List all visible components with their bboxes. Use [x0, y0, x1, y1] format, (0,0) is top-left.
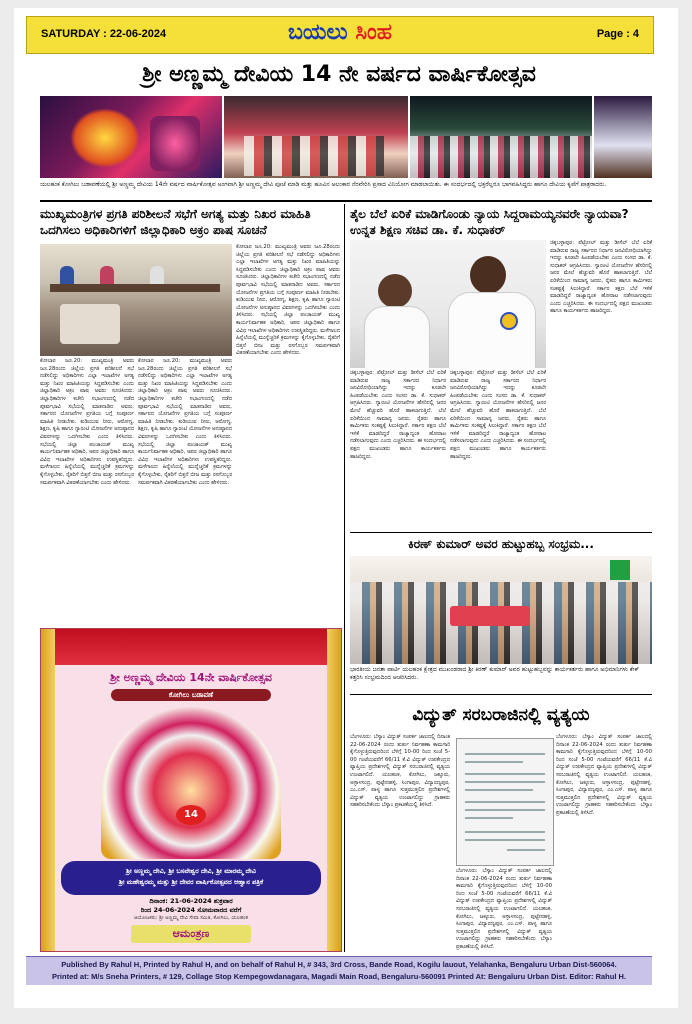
- newspaper-title: [27, 20, 653, 45]
- title-part-2: ಸಿಂಹ: [355, 20, 393, 45]
- right-article-body-c: ಚಿಕ್ಕಬಳ್ಳಾಪುರ: ಪೆಟ್ರೋಲ್ ಮತ್ತು ಡೀಸೆಲ್ ಬೆಲೆ ಏರಿಕೆ ಮಾಡಿರುವ ರಾಜ್ಯ ಸರ್ಕಾರದ ನಿರ್ಧಾರ ಜನವಿರೋಧಿಯಾಗಿದ್ದು ಇದನ್ನು ಕೂಡಲೇ ಹಿಂಪಡೆಯಬೇಕು ಎಂದು ಸಂಸದ ಡಾ. ಕೆ. ಸುಧಾಕರ್ ಆಗ್ರಹಿಸಿದರು. ಗ್ಯಾರಂಟಿ ಯೋಜನೆಗಳ ಹೆಸರಿನಲ್ಲಿ ಜನರ ಮೇಲೆ ಹೆಚ್ಚುವರಿ ಹೊರೆ ಹಾಕಲಾಗುತ್ತಿದೆ. ಬೆಲೆ ಏರಿಕೆಯಿಂದ ಸಾಮಾನ್ಯ ಜನರು, ರೈತರು ಹಾಗೂ ಕಾರ್ಮಿಕರು ಸಂಕಷ್ಟಕ್ಕೆ ಸಿಲುಕಿದ್ದಾರೆ. ಸರ್ಕಾರ ತಕ್ಷಣ ಬೆಲೆ ಇಳಿಕೆ ಮಾಡದಿದ್ದರೆ ರಾಜ್ಯಾದ್ಯಂತ ಹೋರಾಟ ನಡೆಸಲಾಗುವುದು ಎಂದು ಎಚ್ಚರಿಸಿದರು. ಈ ಸಂದರ್ಭದಲ್ಲಿ ಪಕ್ಷದ ಮುಖಂಡರು ಹಾಗೂ ಕಾರ್ಯಕರ್ತರು ಹಾಜರಿದ್ದರು.: [550, 240, 652, 315]
- ad-dates-line-2: ರಿಂದ 24-06-2024 ಸೋಮವಾರದ ವರೆಗೆ: [140, 906, 242, 914]
- title-part-1: ಬಯಲು: [287, 20, 348, 45]
- temple-photo-2: [224, 96, 408, 178]
- power-headline: ವಿದ್ಯುತ್ ಸರಬರಾಜಿನಲ್ಲಿ ವ್ಯತ್ಯಯ: [412, 705, 590, 725]
- right-article-body-b: ಚಿಕ್ಕಬಳ್ಳಾಪುರ: ಪೆಟ್ರೋಲ್ ಮತ್ತು ಡೀಸೆಲ್ ಬೆಲೆ ಏರಿಕೆ ಮಾಡಿರುವ ರಾಜ್ಯ ಸರ್ಕಾರದ ನಿರ್ಧಾರ ಜನವಿರೋಧಿಯಾಗಿದ್ದು ಇದನ್ನು ಕೂಡಲೇ ಹಿಂಪಡೆಯಬೇಕು ಎಂದು ಸಂಸದ ಡಾ. ಕೆ. ಸುಧಾಕರ್ ಆಗ್ರಹಿಸಿದರು. ಗ್ಯಾರಂಟಿ ಯೋಜನೆಗಳ ಹೆಸರಿನಲ್ಲಿ ಜನರ ಮೇಲೆ ಹೆಚ್ಚುವರಿ ಹೊರೆ ಹಾಕಲಾಗುತ್ತಿದೆ. ಬೆಲೆ ಏರಿಕೆಯಿಂದ ಸಾಮಾನ್ಯ ಜನರು, ರೈತರು ಹಾಗೂ ಕಾರ್ಮಿಕರು ಸಂಕಷ್ಟಕ್ಕೆ ಸಿಲುಕಿದ್ದಾರೆ. ಸರ್ಕಾರ ತಕ್ಷಣ ಬೆಲೆ ಇಳಿಕೆ ಮಾಡದಿದ್ದರೆ ರಾಜ್ಯಾದ್ಯಂತ ಹೋರಾಟ ನಡೆಸಲಾಗುವುದು ಎಂದು ಎಚ್ಚರಿಸಿದರು. ಈ ಸಂದರ್ಭದಲ್ಲಿ ಪಕ್ಷದ ಮುಖಂಡರು ಹಾಗೂ ಕಾರ್ಯಕರ್ತರು ಹಾಜರಿದ್ದರು.: [450, 370, 546, 460]
- left-article-headline: ಮುಖ್ಯಮಂತ್ರಿಗಳ ಪ್ರಗತಿ ಪರಿಶೀಲನೆ ಸಭೆಗೆ ಅಗತ್ಯ ಮತ್ತು ನಿಖರ ಮಾಹಿತಿ ಒದಗಿಸಲು ಅಧಿಕಾರಿಗಳಿಗೆ ಜಿಲ್ಲಾಧಿಕಾರಿ ಅಕ್ರಂ ಪಾಷ ಸೂಚನೆ: [40, 207, 311, 237]
- imprint-footer: [26, 956, 652, 985]
- ad-banner-line-2: ಶ್ರೀ ಮಹೇಶ್ವರಮ್ಮ ಮತ್ತು ಶ್ರೀ ದೇವರ ವಾರ್ಷಿಕೋತ್ಸವದ ಆಹ್ವಾನ ಪತ್ರಿಕೆ: [118, 878, 264, 886]
- ad-invitation: ಆಮಂತ್ರಣ: [131, 925, 251, 943]
- imprint-line-2: Printed at: M/s Sneha Printers, # 129, Collage Stop Kempegowdanagara, Magadi Main Road, Bengaluru-560091 Printed At: Bengaluru Urban Dist. Editor: Rahul H.: [52, 972, 626, 981]
- crowd-photo-1: [410, 96, 592, 178]
- temple-photo-1: [40, 96, 222, 178]
- right-article-body-a: ಚಿಕ್ಕಬಳ್ಳಾಪುರ: ಪೆಟ್ರೋಲ್ ಮತ್ತು ಡೀಸೆಲ್ ಬೆಲೆ ಏರಿಕೆ ಮಾಡಿರುವ ರಾಜ್ಯ ಸರ್ಕಾರದ ನಿರ್ಧಾರ ಜನವಿರೋಧಿಯಾಗಿದ್ದು ಇದನ್ನು ಕೂಡಲೇ ಹಿಂಪಡೆಯಬೇಕು ಎಂದು ಸಂಸದ ಡಾ. ಕೆ. ಸುಧಾಕರ್ ಆಗ್ರಹಿಸಿದರು. ಗ್ಯಾರಂಟಿ ಯೋಜನೆಗಳ ಹೆಸರಿನಲ್ಲಿ ಜನರ ಮೇಲೆ ಹೆಚ್ಚುವರಿ ಹೊರೆ ಹಾಕಲಾಗುತ್ತಿದೆ. ಬೆಲೆ ಏರಿಕೆಯಿಂದ ಸಾಮಾನ್ಯ ಜನರು, ರೈತರು ಹಾಗೂ ಕಾರ್ಮಿಕರು ಸಂಕಷ್ಟಕ್ಕೆ ಸಿಲುಕಿದ್ದಾರೆ. ಸರ್ಕಾರ ತಕ್ಷಣ ಬೆಲೆ ಇಳಿಕೆ ಮಾಡದಿದ್ದರೆ ರಾಜ್ಯಾದ್ಯಂತ ಹೋರಾಟ ನಡೆಸಲಾಗುವುದು ಎಂದು ಎಚ್ಚರಿಸಿದರು. ಈ ಸಂದರ್ಭದಲ್ಲಿ ಪಕ್ಷದ ಮುಖಂಡರು ಹಾಗೂ ಕಾರ್ಯಕರ್ತರು ಹಾಜರಿದ್ದರು.: [350, 370, 446, 460]
- birthday-photo: [350, 556, 652, 664]
- ad-dates-line-1: ದಿನಾಂಕ: 21-06-2024 ಶುಕ್ರವಾರ: [149, 897, 233, 905]
- ad-curtain: [41, 629, 341, 665]
- left-article-body-c: ಕೋಲಾರ ಜೂ.20: ಮುಖ್ಯಮಂತ್ರಿ ಅವರು ಜೂ.28ರಂದು ಜಿಲ್ಲೆಯ ಪ್ರಗತಿ ಪರಿಶೀಲನೆ ಸಭೆ ನಡೆಸಲಿದ್ದು ಅಧಿಕಾರಿಗಳು ಎಲ್ಲಾ ಇಲಾಖೆಗಳ ಅಗತ್ಯ ಮತ್ತು ನಿಖರ ಮಾಹಿತಿಯನ್ನು ಸಿದ್ಧಪಡಿಸಬೇಕು ಎಂದು ಜಿಲ್ಲಾಧಿಕಾರಿ ಅಕ್ರಂ ಪಾಷ ಅವರು ಸೂಚಿಸಿದರು. ಜಿಲ್ಲಾಧಿಕಾರಿಗಳ ಕಚೇರಿ ಸಭಾಂಗಣದಲ್ಲಿ ನಡೆದ ಪೂರ್ವಭಾವಿ ಸಭೆಯಲ್ಲಿ ಮಾತನಾಡಿದ ಅವರು, ಸರ್ಕಾರದ ಯೋಜನೆಗಳ ಪ್ರಗತಿಯ ಬಗ್ಗೆ ಸಂಪೂರ್ಣ ಮಾಹಿತಿ ನೀಡಬೇಕು. ಕುಡಿಯುವ ನೀರು, ಆರೋಗ್ಯ, ಶಿಕ್ಷಣ, ಕೃಷಿ ಹಾಗೂ ಗ್ಯಾರಂಟಿ ಯೋಜನೆಗಳ ಅನುಷ್ಠಾನದ ವಿವರಗಳನ್ನು ಒದಗಿಸಬೇಕು ಎಂದು ತಿಳಿಸಿದರು. ಸಭೆಯಲ್ಲಿ ಜಿಲ್ಲಾ ಪಂಚಾಯತ್ ಮುಖ್ಯ ಕಾರ್ಯನಿರ್ವಾಹಕ ಅಧಿಕಾರಿ, ಅಪರ ಜಿಲ್ಲಾಧಿಕಾರಿ ಹಾಗೂ ವಿವಿಧ ಇಲಾಖೆಗಳ ಅಧಿಕಾರಿಗಳು ಉಪಸ್ಥಿತರಿದ್ದರು. ಮಳೆಗಾಲದ ಹಿನ್ನೆಲೆಯಲ್ಲಿ ಮುನ್ನೆಚ್ಚರಿಕೆ ಕ್ರಮಗಳನ್ನು ಕೈಗೊಳ್ಳಬೇಕು, ರೈತರಿಗೆ ಬಿತ್ತನೆ ಬೀಜ ಮತ್ತು ರಸಗೊಬ್ಬರ ಸಮರ್ಪಕವಾಗಿ ವಿತರಣೆಯಾಗಬೇಕು ಎಂದು ಹೇಳಿದರು.: [236, 244, 340, 357]
- right-article-headline: ತೈಲ ಬೆಲೆ ಏರಿಕೆ ಮಾಡಿಗೊಂಡು ನ್ಯಾಯ ಸಿದ್ದರಾಮಯ್ಯನವರೇ ನ್ಯಾಯವಾ? ಉನ್ನತ ಶಿಕ್ಷಣ ಸಚಿವ ಡಾ. ಕೆ. ಸುಧಾಕರ್: [350, 207, 629, 237]
- column-divider: [344, 204, 345, 952]
- ad-anniversary-badge: 14: [176, 805, 206, 825]
- power-body-b: ಬೆಂಗಳೂರು: ಬೆಸ್ಕಾಂ ವಿದ್ಯುತ್ ಸಂಪರ್ಕ ಜಾಲದಲ್ಲಿ ದಿನಾಂಕ 22-06-2024 ರಂದು ತುರ್ತು ನಿರ್ವಹಣಾ ಕಾಮಗಾರಿ ಕೈಗೊಳ್ಳುತ್ತಿರುವುದರಿಂದ ಬೆಳಿಗ್ಗೆ 10-00 ರಿಂದ ಸಂಜೆ 5-00 ಗಂಟೆಯವರೆಗೆ 66/11 ಕೆ.ವಿ ವಿದ್ಯುತ್ ಉಪಕೇಂದ್ರದ ವ್ಯಾಪ್ತಿಯ ಪ್ರದೇಶಗಳಲ್ಲಿ ವಿದ್ಯುತ್ ಸರಬರಾಜಿನಲ್ಲಿ ವ್ಯತ್ಯಯ ಉಂಟಾಗಲಿದೆ. ಯಲಹಂಕ, ಕೋಗಿಲು, ಜಕ್ಕೂರು, ಅಳ್ಳಾಳಸಂದ್ರ, ಪುಟ್ಟೇನಹಳ್ಳಿ, ಸಿಂಗಾಪುರ, ವಿದ್ಯಾರಣ್ಯಪುರ, ಎಂ.ಎಸ್. ಪಾಳ್ಯ ಹಾಗೂ ಸುತ್ತಮುತ್ತಲಿನ ಪ್ರದೇಶಗಳಲ್ಲಿ ವಿದ್ಯುತ್ ವ್ಯತ್ಯಯ ಉಂಟಾಗಲಿದ್ದು ಗ್ರಾಹಕರು ಸಹಕರಿಸಬೇಕೆಂದು ಬೆಸ್ಕಾಂ ಪ್ರಕಟಣೆಯಲ್ಲಿ ತಿಳಿಸಿದೆ.: [456, 868, 552, 950]
- issue-date: SATURDAY : 22-06-2024: [41, 28, 167, 40]
- left-article-body-b: ಕೋಲಾರ ಜೂ.20: ಮುಖ್ಯಮಂತ್ರಿ ಅವರು ಜೂ.28ರಂದು ಜಿಲ್ಲೆಯ ಪ್ರಗತಿ ಪರಿಶೀಲನೆ ಸಭೆ ನಡೆಸಲಿದ್ದು ಅಧಿಕಾರಿಗಳು ಎಲ್ಲಾ ಇಲಾಖೆಗಳ ಅಗತ್ಯ ಮತ್ತು ನಿಖರ ಮಾಹಿತಿಯನ್ನು ಸಿದ್ಧಪಡಿಸಬೇಕು ಎಂದು ಜಿಲ್ಲಾಧಿಕಾರಿ ಅಕ್ರಂ ಪಾಷ ಅವರು ಸೂಚಿಸಿದರು. ಜಿಲ್ಲಾಧಿಕಾರಿಗಳ ಕಚೇರಿ ಸಭಾಂಗಣದಲ್ಲಿ ನಡೆದ ಪೂರ್ವಭಾವಿ ಸಭೆಯಲ್ಲಿ ಮಾತನಾಡಿದ ಅವರು, ಸರ್ಕಾರದ ಯೋಜನೆಗಳ ಪ್ರಗತಿಯ ಬಗ್ಗೆ ಸಂಪೂರ್ಣ ಮಾಹಿತಿ ನೀಡಬೇಕು. ಕುಡಿಯುವ ನೀರು, ಆರೋಗ್ಯ, ಶಿಕ್ಷಣ, ಕೃಷಿ ಹಾಗೂ ಗ್ಯಾರಂಟಿ ಯೋಜನೆಗಳ ಅನುಷ್ಠಾನದ ವಿವರಗಳನ್ನು ಒದಗಿಸಬೇಕು ಎಂದು ತಿಳಿಸಿದರು. ಸಭೆಯಲ್ಲಿ ಜಿಲ್ಲಾ ಪಂಚಾಯತ್ ಮುಖ್ಯ ಕಾರ್ಯನಿರ್ವಾಹಕ ಅಧಿಕಾರಿ, ಅಪರ ಜಿಲ್ಲಾಧಿಕಾರಿ ಹಾಗೂ ವಿವಿಧ ಇಲಾಖೆಗಳ ಅಧಿಕಾರಿಗಳು ಉಪಸ್ಥಿತರಿದ್ದರು. ಮಳೆಗಾಲದ ಹಿನ್ನೆಲೆಯಲ್ಲಿ ಮುನ್ನೆಚ್ಚರಿಕೆ ಕ್ರಮಗಳನ್ನು ಕೈಗೊಳ್ಳಬೇಕು, ರೈತರಿಗೆ ಬಿತ್ತನೆ ಬೀಜ ಮತ್ತು ರಸಗೊಬ್ಬರ ಸಮರ್ಪಕವಾಗಿ ವಿತರಣೆಯಾಗಬೇಕು ಎಂದು ಹೇಳಿದರು.: [138, 358, 232, 486]
- page-number: Page : 4: [596, 28, 639, 40]
- birthday-headline: ಕಿರಣ್ ಕುಮಾರ್ ಅವರ ಹುಟ್ಟುಹಬ್ಬ ಸಂಭ್ರಮ...: [408, 537, 594, 551]
- ad-dates: [41, 897, 341, 915]
- ad-banner-line-1: ಶ್ರೀ ಅಣ್ಣಮ್ಮ ದೇವಿ, ಶ್ರೀ ಬಸವೇಶ್ವರ ದೇವಿ, ಶ್ರೀ ಮಾರಮ್ಮ ದೇವಿ: [126, 867, 256, 875]
- birthday-caption: ಭಾರತೀಯ ಜನತಾ ಪಾರ್ಟಿ ಯಲಹಂಕ ಕ್ಷೇತ್ರದ ಮುಖಂಡರಾದ ಶ್ರೀ ಕಿರಣ್ ಕುಮಾರ್ ಅವರ ಹುಟ್ಟುಹಬ್ಬವನ್ನು ಕಾರ್ಯಕರ್ತರು ಹಾಗೂ ಅಭಿಮಾನಿಗಳು ಕೇಕ್ ಕತ್ತರಿಸಿ ಸಂಭ್ರಮದಿಂದ ಆಚರಿಸಿದರು.: [350, 666, 640, 681]
- bescom-notice-image: [456, 738, 554, 866]
- top-photo-caption: ಯಲಹಂಕ ಕೋಗಿಲು ಬಡಾವಣೆಯಲ್ಲಿ ಶ್ರೀ ಅಣ್ಣಮ್ಮ ದೇವಿಯ 14ನೇ ವರ್ಷದ ವಾರ್ಷಿಕೋತ್ಸವ ಅಂಗವಾಗಿ ಶ್ರೀ ಅಣ್ಣಮ್ಮ ದೇವಿ ಪೂಜೆ ಮಾಡಿ ಮತ್ತು ಹೂವಿನ ಅಲಂಕಾರ ನೆರವೇರಿಸಿ ಪ್ರಸಾದ ವಿನಿಯೋಗ ಮಾಡಲಾಯಿತು. ಈ ಸಂದರ್ಭದಲ್ಲಿ ಭಕ್ತರೆಲ್ಲರೂ ಭಾಗವಹಿಸಿದ್ದರು ಹಾಗೂ ದೇವಿಯ ಕೃಪೆಗೆ ಪಾತ್ರರಾದರು.: [40, 181, 607, 188]
- masthead: [26, 16, 654, 54]
- ad-deity-banner: [61, 861, 321, 895]
- power-body-c: ಬೆಂಗಳೂರು: ಬೆಸ್ಕಾಂ ವಿದ್ಯುತ್ ಸಂಪರ್ಕ ಜಾಲದಲ್ಲಿ ದಿನಾಂಕ 22-06-2024 ರಂದು ತುರ್ತು ನಿರ್ವಹಣಾ ಕಾಮಗಾರಿ ಕೈಗೊಳ್ಳುತ್ತಿರುವುದರಿಂದ ಬೆಳಿಗ್ಗೆ 10-00 ರಿಂದ ಸಂಜೆ 5-00 ಗಂಟೆಯವರೆಗೆ 66/11 ಕೆ.ವಿ ವಿದ್ಯುತ್ ಉಪಕೇಂದ್ರದ ವ್ಯಾಪ್ತಿಯ ಪ್ರದೇಶಗಳಲ್ಲಿ ವಿದ್ಯುತ್ ಸರಬರಾಜಿನಲ್ಲಿ ವ್ಯತ್ಯಯ ಉಂಟಾಗಲಿದೆ. ಯಲಹಂಕ, ಕೋಗಿಲು, ಜಕ್ಕೂರು, ಅಳ್ಳಾಳಸಂದ್ರ, ಪುಟ್ಟೇನಹಳ್ಳಿ, ಸಿಂಗಾಪುರ, ವಿದ್ಯಾರಣ್ಯಪುರ, ಎಂ.ಎಸ್. ಪಾಳ್ಯ ಹಾಗೂ ಸುತ್ತಮುತ್ತಲಿನ ಪ್ರದೇಶಗಳಲ್ಲಿ ವಿದ್ಯುತ್ ವ್ಯತ್ಯಯ ಉಂಟಾಗಲಿದ್ದು ಗ್ರಾಹಕರು ಸಹಕರಿಸಬೇಕೆಂದು ಬೆಸ್ಕಾಂ ಪ್ರಕಟಣೆಯಲ್ಲಿ ತಿಳಿಸಿದೆ.: [556, 734, 652, 816]
- section-divider: [40, 200, 652, 202]
- main-headline: ಶ್ರೀ ಅಣ್ಣಮ್ಮ ದೇವಿಯ 14 ನೇ ವರ್ಷದ ವಾರ್ಷಿಕೋತ್ಸವ: [142, 62, 536, 87]
- crowd-photo-2: [594, 96, 652, 178]
- section-divider-power: [350, 694, 652, 695]
- power-body-a: ಬೆಂಗಳೂರು: ಬೆಸ್ಕಾಂ ವಿದ್ಯುತ್ ಸಂಪರ್ಕ ಜಾಲದಲ್ಲಿ ದಿನಾಂಕ 22-06-2024 ರಂದು ತುರ್ತು ನಿರ್ವಹಣಾ ಕಾಮಗಾರಿ ಕೈಗೊಳ್ಳುತ್ತಿರುವುದರಿಂದ ಬೆಳಿಗ್ಗೆ 10-00 ರಿಂದ ಸಂಜೆ 5-00 ಗಂಟೆಯವರೆಗೆ 66/11 ಕೆ.ವಿ ವಿದ್ಯುತ್ ಉಪಕೇಂದ್ರದ ವ್ಯಾಪ್ತಿಯ ಪ್ರದೇಶಗಳಲ್ಲಿ ವಿದ್ಯುತ್ ಸರಬರಾಜಿನಲ್ಲಿ ವ್ಯತ್ಯಯ ಉಂಟಾಗಲಿದೆ. ಯಲಹಂಕ, ಕೋಗಿಲು, ಜಕ್ಕೂರು, ಅಳ್ಳಾಳಸಂದ್ರ, ಪುಟ್ಟೇನಹಳ್ಳಿ, ಸಿಂಗಾಪುರ, ವಿದ್ಯಾರಣ್ಯಪುರ, ಎಂ.ಎಸ್. ಪಾಳ್ಯ ಹಾಗೂ ಸುತ್ತಮುತ್ತಲಿನ ಪ್ರದೇಶಗಳಲ್ಲಿ ವಿದ್ಯುತ್ ವ್ಯತ್ಯಯ ಉಂಟಾಗಲಿದ್ದು ಗ್ರಾಹಕರು ಸಹಕರಿಸಬೇಕೆಂದು ಬೆಸ್ಕಾಂ ಪ್ರಕಟಣೆಯಲ್ಲಿ ತಿಳಿಸಿದೆ.: [350, 734, 450, 809]
- temple-anniversary-ad: [40, 628, 342, 952]
- left-article-body-a: ಕೋಲಾರ ಜೂ.20: ಮುಖ್ಯಮಂತ್ರಿ ಅವರು ಜೂ.28ರಂದು ಜಿಲ್ಲೆಯ ಪ್ರಗತಿ ಪರಿಶೀಲನೆ ಸಭೆ ನಡೆಸಲಿದ್ದು ಅಧಿಕಾರಿಗಳು ಎಲ್ಲಾ ಇಲಾಖೆಗಳ ಅಗತ್ಯ ಮತ್ತು ನಿಖರ ಮಾಹಿತಿಯನ್ನು ಸಿದ್ಧಪಡಿಸಬೇಕು ಎಂದು ಜಿಲ್ಲಾಧಿಕಾರಿ ಅಕ್ರಂ ಪಾಷ ಅವರು ಸೂಚಿಸಿದರು. ಜಿಲ್ಲಾಧಿಕಾರಿಗಳ ಕಚೇರಿ ಸಭಾಂಗಣದಲ್ಲಿ ನಡೆದ ಪೂರ್ವಭಾವಿ ಸಭೆಯಲ್ಲಿ ಮಾತನಾಡಿದ ಅವರು, ಸರ್ಕಾರದ ಯೋಜನೆಗಳ ಪ್ರಗತಿಯ ಬಗ್ಗೆ ಸಂಪೂರ್ಣ ಮಾಹಿತಿ ನೀಡಬೇಕು. ಕುಡಿಯುವ ನೀರು, ಆರೋಗ್ಯ, ಶಿಕ್ಷಣ, ಕೃಷಿ ಹಾಗೂ ಗ್ಯಾರಂಟಿ ಯೋಜನೆಗಳ ಅನುಷ್ಠಾನದ ವಿವರಗಳನ್ನು ಒದಗಿಸಬೇಕು ಎಂದು ತಿಳಿಸಿದರು. ಸಭೆಯಲ್ಲಿ ಜಿಲ್ಲಾ ಪಂಚಾಯತ್ ಮುಖ್ಯ ಕಾರ್ಯನಿರ್ವಾಹಕ ಅಧಿಕಾರಿ, ಅಪರ ಜಿಲ್ಲಾಧಿಕಾರಿ ಹಾಗೂ ವಿವಿಧ ಇಲಾಖೆಗಳ ಅಧಿಕಾರಿಗಳು ಉಪಸ್ಥಿತರಿದ್ದರು. ಮಳೆಗಾಲದ ಹಿನ್ನೆಲೆಯಲ್ಲಿ ಮುನ್ನೆಚ್ಚರಿಕೆ ಕ್ರಮಗಳನ್ನು ಕೈಗೊಳ್ಳಬೇಕು, ರೈತರಿಗೆ ಬಿತ್ತನೆ ಬೀಜ ಮತ್ತು ರಸಗೊಬ್ಬರ ಸಮರ್ಪಕವಾಗಿ ವಿತರಣೆಯಾಗಬೇಕು ಎಂದು ಹೇಳಿದರು.: [40, 358, 134, 486]
- ad-title: ಶ್ರೀ ಅಣ್ಣಮ್ಮ ದೇವಿಯ 14ನೇ ವಾರ್ಷಿಕೋತ್ಸವ: [110, 671, 272, 684]
- sudhakar-photo: [350, 240, 546, 368]
- meeting-photo: [40, 244, 232, 356]
- goddess-image: [101, 707, 281, 859]
- ad-subtitle: ಕೋಗಿಲು ಬಡಾವಣೆ: [111, 689, 271, 701]
- section-divider-right: [350, 532, 652, 533]
- imprint-line-1: Published By Rahul H, Printed by Rahul H, and on behalf of Rahul H, # 343, 3rd Cross, Bande Road, Kogilu lauout, Yelahanka, Bengaluru Urban Dist-560064.: [61, 960, 617, 969]
- ad-organizer: ಆಯೋಜಕರು: ಶ್ರೀ ಅಣ್ಣಮ್ಮ ದೇವಿ ಸೇವಾ ಸಮಿತಿ, ಕೋಗಿಲು, ಯಲಹಂಕ: [134, 915, 248, 921]
